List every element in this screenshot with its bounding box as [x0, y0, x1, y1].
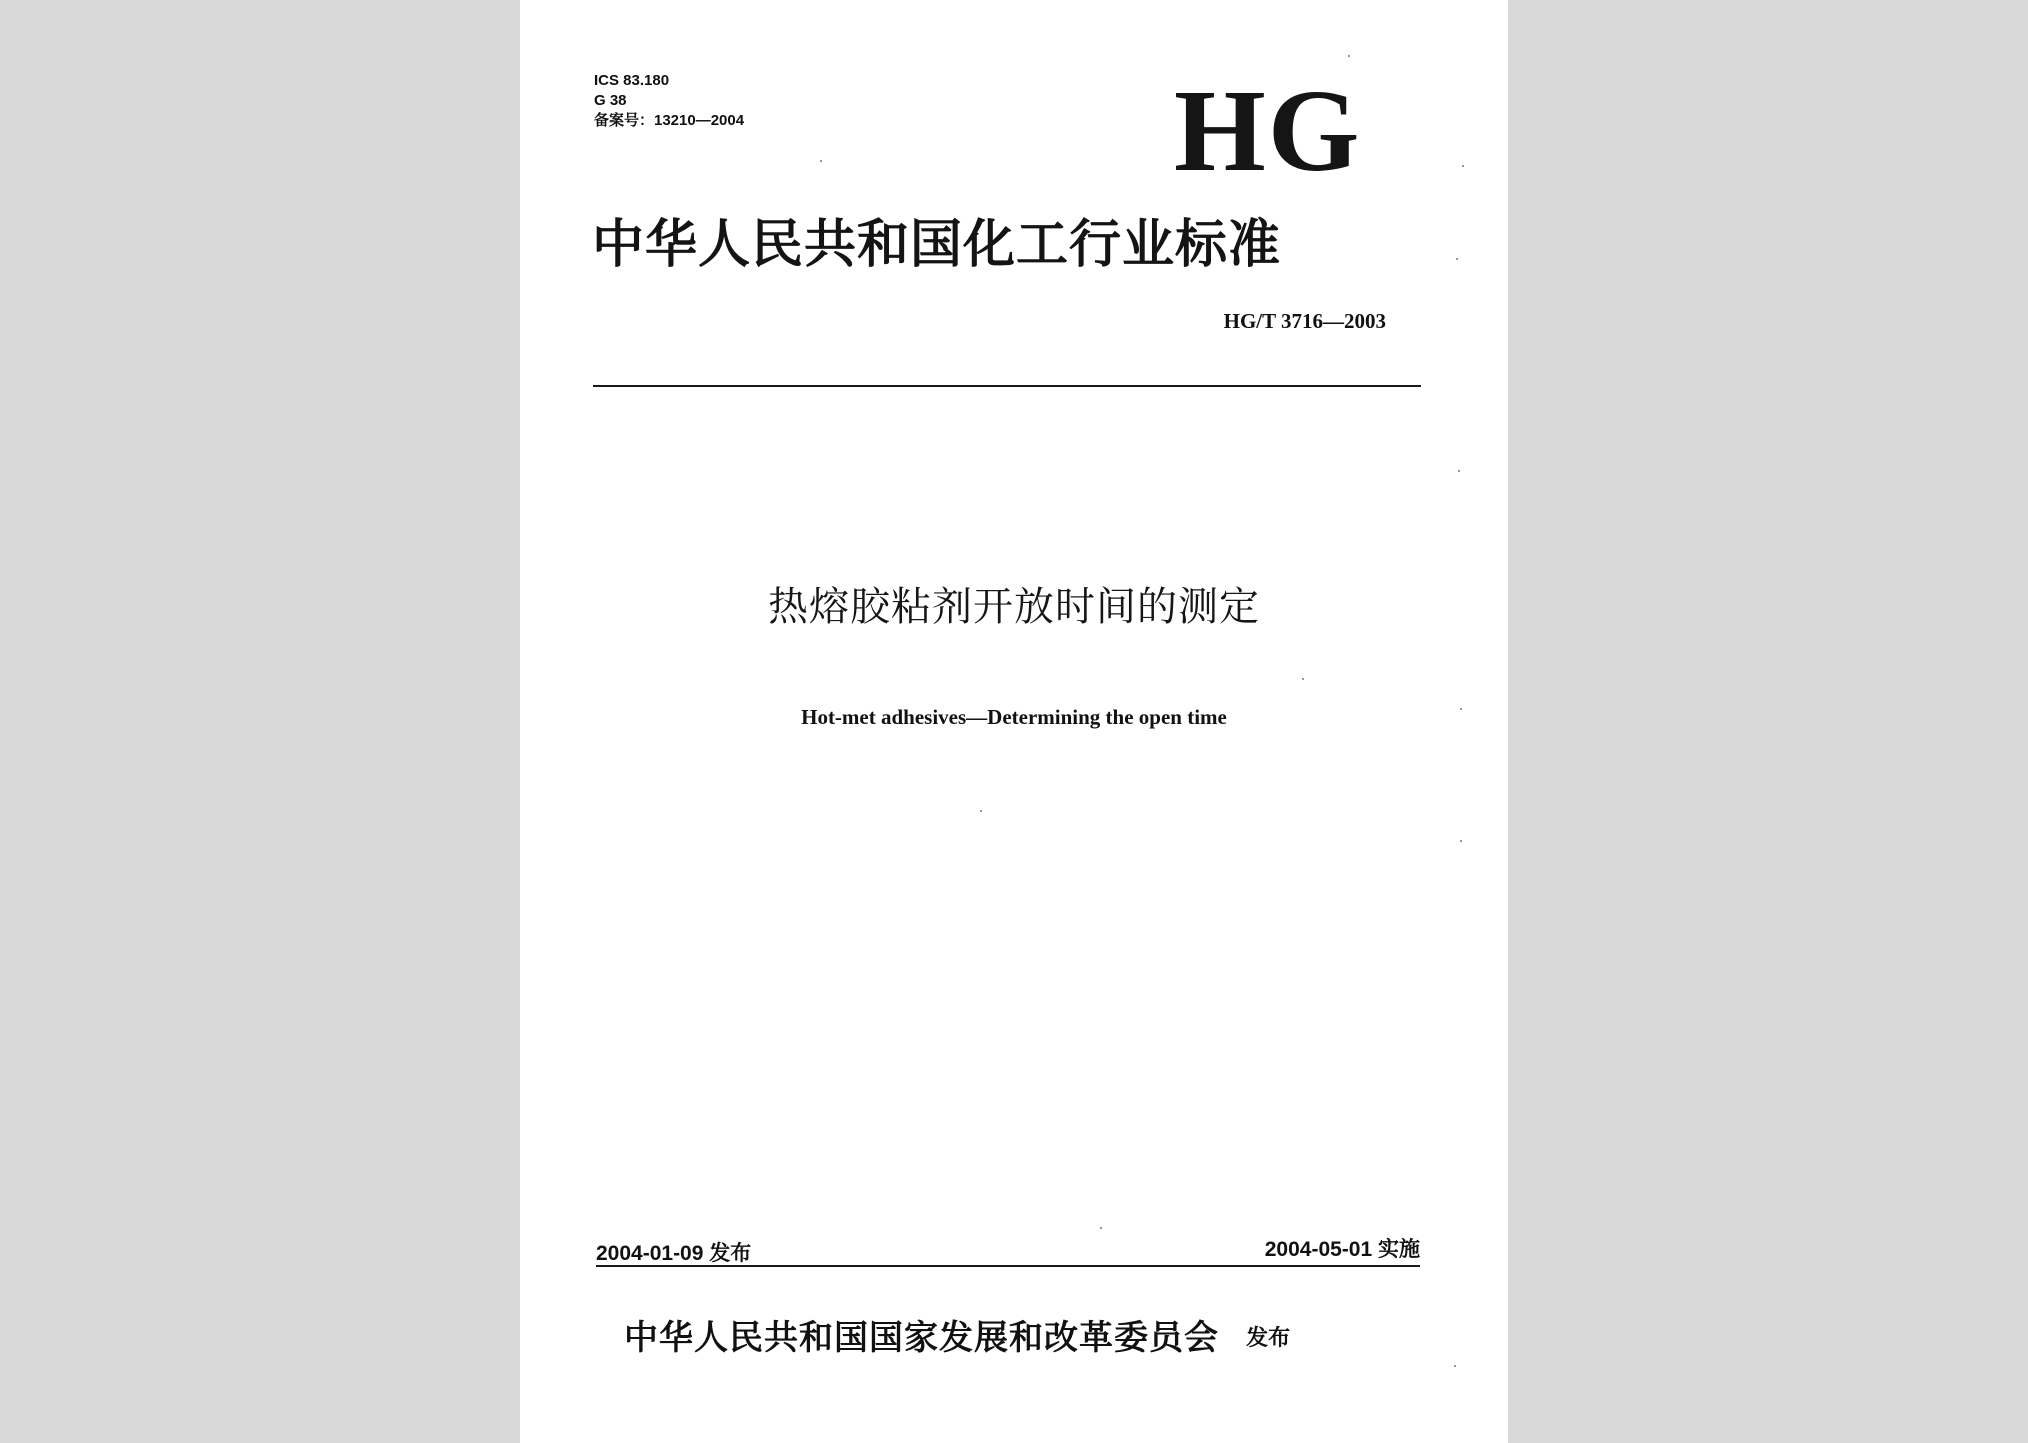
- footer-divider: [596, 1265, 1420, 1267]
- hg-logo: HG: [1174, 65, 1362, 196]
- publisher-organization: 中华人民共和国国家发展和改革委员会: [624, 1318, 1219, 1358]
- scan-speck: [1348, 55, 1350, 57]
- industry-standard-title: 中华人民共和国化工行业标准: [592, 214, 1282, 275]
- document-title-english: Hot-met adhesives—Determining the open time: [801, 705, 1227, 729]
- document-title-chinese: 热熔胶粘剂开放时间的测定: [768, 584, 1260, 630]
- scan-speck: [1100, 1227, 1102, 1229]
- ics-code: ICS 83.180: [594, 72, 670, 89]
- scan-speck: [820, 160, 822, 162]
- scan-speck: [1460, 840, 1462, 842]
- publisher-verb: 发布: [1246, 1326, 1291, 1351]
- publisher-line: [624, 1310, 1290, 1359]
- scan-speck: [1302, 678, 1304, 680]
- document-page: [520, 0, 1508, 1443]
- issue-date: 2004-01-09 发布: [596, 1242, 752, 1265]
- ccs-code: G 38: [594, 92, 627, 109]
- implementation-date: 2004-05-01 实施: [1264, 1238, 1420, 1261]
- header-divider: [593, 385, 1421, 387]
- scan-speck: [1456, 258, 1458, 260]
- scan-speck: [1460, 708, 1462, 710]
- scan-speck: [980, 810, 982, 812]
- classification-block: [594, 71, 744, 131]
- scan-speck: [1458, 470, 1460, 472]
- record-number: 备案号：13210—2004: [594, 112, 745, 129]
- scan-speck: [1462, 165, 1464, 167]
- standard-number: HG/T 3716—2003: [1223, 309, 1386, 333]
- scan-speck: [1454, 1365, 1456, 1367]
